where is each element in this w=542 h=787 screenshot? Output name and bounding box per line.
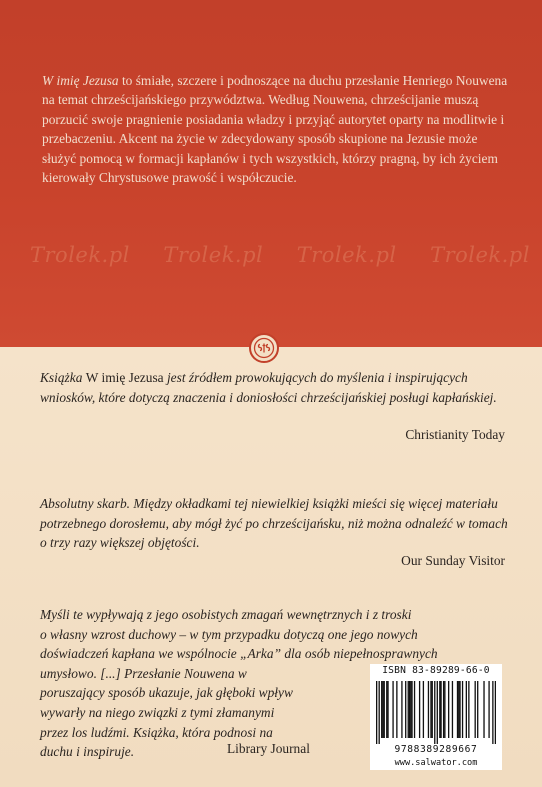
barcode-bar [396, 681, 397, 738]
barcode-bar [439, 681, 440, 738]
review-source-3: Library Journal [227, 741, 310, 756]
top-band [0, 0, 542, 347]
barcode-bar [443, 681, 444, 738]
watermark: Trolek.pl [430, 243, 530, 267]
barcode-graphic [376, 681, 496, 744]
barcode-bar [458, 681, 459, 738]
watermark: Trolek.pl [296, 243, 397, 267]
publisher-url: www.salwator.com [394, 758, 478, 768]
quote-text: jest źródłem prowokujących do myślenia i inspirujących wniosków, które dotyczą znaczenia i doniosłości chrześcijańskiej posługi kapłańskiej. [40, 370, 497, 405]
barcode-bar [423, 681, 424, 738]
barcode-bar [419, 681, 420, 738]
barcode-bar [392, 681, 393, 738]
barcode-bar [428, 681, 429, 738]
barcode-bar [401, 681, 402, 738]
barcode-bar [409, 681, 410, 738]
barcode-bar [488, 681, 489, 738]
barcode-bar [381, 681, 382, 738]
barcode-bar [466, 681, 467, 738]
barcode-bar [468, 681, 469, 738]
barcode-bar [444, 681, 445, 738]
barcode-bar [452, 681, 453, 738]
barcode-bar [414, 681, 415, 738]
quote-lead: Książka [40, 370, 86, 385]
blurb-body: to śmiałe, szczere i podnoszące na duchu przesłanie Henriego Nouwena na temat chrześcijańskiego przywództwa. Według Nouwena, chrześcijanie muszą porzucić swoje pragnienie posiadania władzy i przyjąć autorytet oparty na modlitwie i przebaczeniu. Akcent na życie w zdecydowany sposób skupione na Jezusie może służyć pomocą w formacji kapłanów i tych wszystkich, którzy pragną, by ich życiem kierowały Chrystusowe prawość i współczucie. [42, 73, 508, 186]
barcode-bar [405, 681, 406, 738]
barcode-bar [440, 681, 441, 738]
barcode-bar [462, 681, 463, 738]
barcode-bar [386, 681, 387, 738]
quote-line: wywarły na niego związki z tymi złamanymi [40, 704, 275, 720]
publisher-seal-icon [249, 333, 279, 363]
barcode-bar [437, 681, 438, 744]
barcode-bar [477, 681, 478, 738]
quote-line: umysłowo. [...] Przesłanie Nouwena w [40, 665, 247, 681]
barcode-bar [475, 681, 476, 738]
barcode-bar [430, 681, 431, 738]
ean-number: 9788389289667 [394, 744, 478, 755]
barcode-bar [457, 681, 458, 738]
barcode-bar [382, 681, 383, 738]
quote-line: Myśli te wypływają z jego osobistych zmagań wewnętrznych i z troski [40, 607, 412, 622]
barcode-bar [384, 681, 385, 738]
barcode-bar [376, 681, 377, 744]
barcode-bar [459, 681, 460, 738]
barcode-bar [434, 681, 435, 744]
barcode-bar [483, 681, 484, 738]
seal-graphic [253, 337, 275, 359]
blurb-title: W imię Jezusa [42, 73, 119, 88]
barcode-block [370, 664, 502, 770]
quote-line: duchu i inspiruje. [40, 744, 135, 760]
watermark: Trolek.pl [30, 243, 130, 267]
review-quote-1 [40, 368, 515, 407]
barcode-bar [387, 681, 388, 738]
barcode-bar [495, 681, 496, 744]
review-source-2: Our Sunday Visitor [401, 553, 505, 568]
quote-book-title: W imię Jezusa [85, 370, 164, 385]
barcode-bar [379, 681, 380, 744]
barcode-bar [410, 681, 411, 738]
review-quote-2: Absolutny skarb. Między okładkami tej niewielkiej książki mieści się więcej materiału potrzebnego dorosłemu, aby mógł żyć po chrześcijańsku, niż można odnaleźć w tomach o trzy razy większej objętości. [40, 496, 508, 551]
quote-line: poruszający sposób ukazuje, jak głęboki wpływ [40, 685, 293, 701]
barcode-bar [492, 681, 493, 744]
watermark: Trolek.pl [163, 243, 264, 267]
quote-line: przez los ludźmi. Książka, która podnosi na [40, 724, 273, 740]
quote-line: doświadczeń kapłana we wspólnocie „Arka” dla osób niepełnosprawnych [40, 646, 438, 662]
blurb-text [42, 71, 512, 187]
watermark-row [30, 243, 530, 273]
barcode-bar [408, 681, 409, 738]
isbn-label: ISBN 83-89289-66-0 [382, 665, 490, 676]
barcode-bar [432, 681, 433, 738]
review-source-1: Christianity Today [405, 427, 505, 442]
quote-line: o własny wzrost duchowy – w tym przypadku dotyczą one jego nowych [40, 626, 418, 642]
barcode-bar [448, 681, 449, 738]
barcode-bar [411, 681, 412, 738]
